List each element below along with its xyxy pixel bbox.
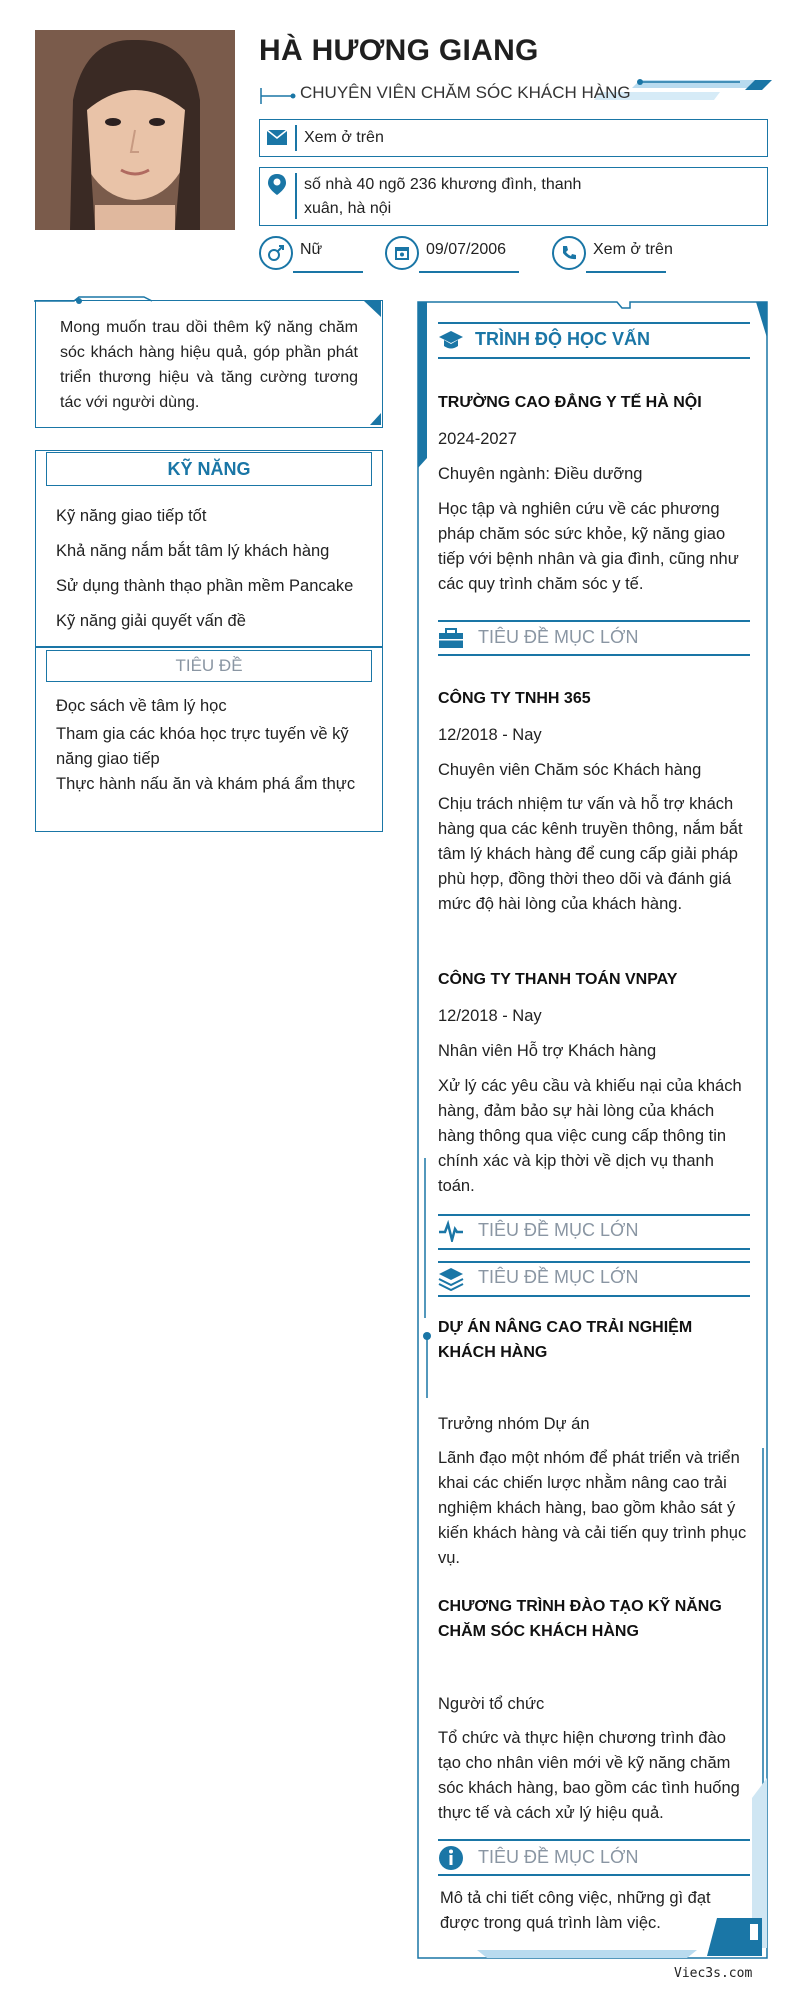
calendar-icon [385,236,419,270]
graduation-cap-icon [438,329,464,351]
project-role: Người tổ chức [438,1695,545,1713]
job-description: Chịu trách nhiệm tư vấn và hỗ trợ khách hàng qua các kênh truyền thông, nắm bắt tâm lý khách hàng để cung cấp giải pháp phù hợp, đồng thời theo dõi và đánh giá mức độ hài lòng của khách hàng. [438,795,743,913]
phone-field [552,236,673,270]
info-icon [438,1845,464,1871]
birthday-text: 09/07/2006 [426,241,507,258]
pulse-icon [438,1220,464,1242]
education-major: Chuyên ngành: Điều dưỡng [438,465,643,483]
skill-item: Sử dụng thành thạo phần mềm Pancake [56,577,354,595]
skills-title-box [46,452,372,486]
project-name: DỰ ÁN NÂNG CAO TRẢI NGHIỆM KHÁCH HÀNG [438,1319,693,1361]
skill-item: Khả năng nắm bắt tâm lý khách hàng [56,542,330,560]
position-line-icon [259,86,299,106]
job-role: Chuyên viên Chăm sóc Khách hàng [438,761,702,779]
email-text[interactable]: Xem ở trên [304,129,384,146]
gender-text: Nữ [300,241,323,258]
birthday-field [385,236,507,270]
skills-title: KỸ NĂNG [167,459,251,479]
hobby-item: Đọc sách về tâm lý học [56,697,227,715]
job-role: Nhân viên Hỗ trợ Khách hàng [438,1042,657,1060]
job-description: Xử lý các yêu cầu và khiếu nại của khách hàng, đảm bảo sự hài lòng của khách hàng thông qua việc cung cấp thông tin chính xác và kịp thời về dịch vụ thanh toán. [438,1077,742,1195]
candidate-name: HÀ HƯƠNG GIANG [259,34,539,67]
school-name: TRƯỜNG CAO ĐẲNG Y TẾ HÀ NỘI [438,394,702,411]
avatar [35,30,235,230]
info-section-title: TIÊU ĐỀ MỤC LỚN [478,1847,639,1867]
hobbies-title: TIÊU ĐỀ [175,656,243,675]
watermark: Viec3s.com [674,1966,753,1981]
education-title: TRÌNH ĐỘ HỌC VẤN [475,329,650,349]
email-box [259,119,768,157]
briefcase-icon [438,627,464,649]
company-name: CÔNG TY THANH TOÁN VNPAY [438,971,678,988]
projects-title: TIÊU ĐỀ MỤC LỚN [478,1267,639,1287]
company-name: CÔNG TY TNHH 365 [438,690,591,707]
address-text: số nhà 40 ngõ 236 khương đình, thanh xuân, hà nội [304,176,582,217]
skill-item: Kỹ năng giao tiếp tốt [56,507,207,525]
address-box [259,167,768,226]
experience-title: TIÊU ĐỀ MỤC LỚN [478,627,639,647]
mail-icon [266,129,288,147]
skill-item: Kỹ năng giải quyết vấn đề [56,612,246,630]
objective-panel [35,300,383,428]
hobby-item: Thực hành nấu ăn và khám phá ẩm thực [56,775,356,793]
layers-icon [438,1267,464,1291]
project-description: Lãnh đạo một nhóm để phát triển và triển khai các chiến lược nhằm nâng cao trải nghiệm khách hàng, bao gồm khảo sát ý kiến khách hàng và cải tiến quy trình phục vụ. [438,1449,747,1567]
job-period: 12/2018 - Nay [438,726,542,744]
phone-text[interactable]: Xem ở trên [593,241,673,258]
skills-panel [35,450,383,648]
project-role: Trưởng nhóm Dự án [438,1415,590,1433]
activities-title: TIÊU ĐỀ MỤC LỚN [478,1220,639,1240]
education-description: Học tập và nghiên cứu về các phương pháp chăm sóc sức khỏe, kỹ năng giao tiếp với bệnh nhân và gia đình, cũng như các quy trình chăm sóc y tế. [438,500,739,593]
project-name: CHƯƠNG TRÌNH ĐÀO TẠO KỸ NĂNG CHĂM SÓC KHÁCH HÀNG [438,1598,722,1640]
education-period: 2024-2027 [438,430,517,448]
hobbies-title-box [46,650,372,682]
job-period: 12/2018 - Nay [438,1007,542,1025]
gender-icon [259,236,293,270]
phone-icon [552,236,586,270]
location-pin-icon [267,173,287,197]
job-position: CHUYÊN VIÊN CHĂM SÓC KHÁCH HÀNG [300,83,631,102]
gender-field [259,236,323,270]
project-description: Tổ chức và thực hiện chương trình đào tạo cho nhân viên mới về kỹ năng chăm sóc khách hàng, bao gồm các tình huống thực tế và cách xử lý hiệu quả. [438,1729,740,1822]
info-section-placeholder[interactable]: Mô tả chi tiết công việc, những gì đạt được trong quá trình làm việc. [440,1889,711,1932]
hobbies-panel [35,646,383,832]
hobby-item: Tham gia các khóa học trực tuyến về kỹ năng giao tiếp [56,725,349,768]
objective-text: Mong muốn trau dồi thêm kỹ năng chăm sóc khách hàng hiệu quả, góp phần phát triển thương hiệu và tăng cường tương tác với người dùng. [60,319,358,411]
